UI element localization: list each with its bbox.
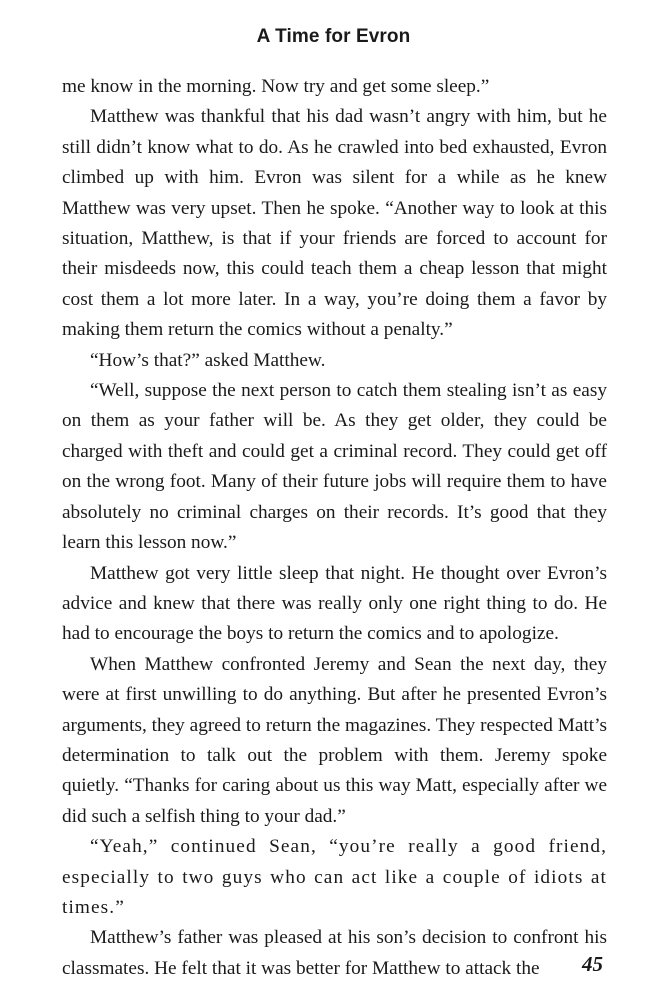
paragraph-continued: me know in the morning. Now try and get some sleep.” <box>62 76 490 97</box>
paragraph: Matthew got very little sleep that night. He thought over Evron’s advice and knew that there was really only one right thing to do. He had to encourage the boys to return the comics and to apologize. <box>62 562 607 645</box>
body-text <box>62 72 607 984</box>
paragraph: Matthew was thankful that his dad wasn’t angry with him, but he still didn’t know what to do. As he crawled into bed exhausted, Evron climbed up with him. Evron was silent for a while as he knew Matthew was very upset. Then he spoke. “Another way to look at this situation, Matthew, is that if your friends are forced to account for their misdeeds now, this could teach them a cheap lesson that might cost them a lot more later. In a way, you’re doing them a favor by making them return the comics without a penalty.” <box>62 106 607 341</box>
paragraph: When Matthew confronted Jeremy and Sean the next day, they were at first unwilling to do anything. But after he presented Evron’s arguments, they agreed to return the magazines. They respected Matt’s determination to talk out the problem with them. Jeremy spoke quietly. “Thanks for caring about us this way Matt, especially after we did such a selfish thing to your dad.” <box>62 653 607 827</box>
page-number: 45 <box>582 952 603 976</box>
paragraph: “Well, suppose the next person to catch them stealing isn’t as easy on them as your father will be. As they get older, they could be charged with theft and could get a criminal record. They could get off on the wrong foot. Many of their future jobs will require them to have absolutely no criminal charges on their records. It’s good that they learn this lesson now.” <box>62 380 607 554</box>
paragraph: Matthew’s father was pleased at his son’s decision to confront his classmates. He felt that it was better for Matthew to attack the <box>62 927 607 979</box>
paragraph: “Yeah,” continued Sean, “you’re really a good friend, especially to two guys who can act like a couple of idiots at times.” <box>62 836 607 918</box>
paragraph: “How’s that?” asked Matthew. <box>90 349 326 371</box>
running-head-title: A Time for Evron <box>256 26 411 47</box>
